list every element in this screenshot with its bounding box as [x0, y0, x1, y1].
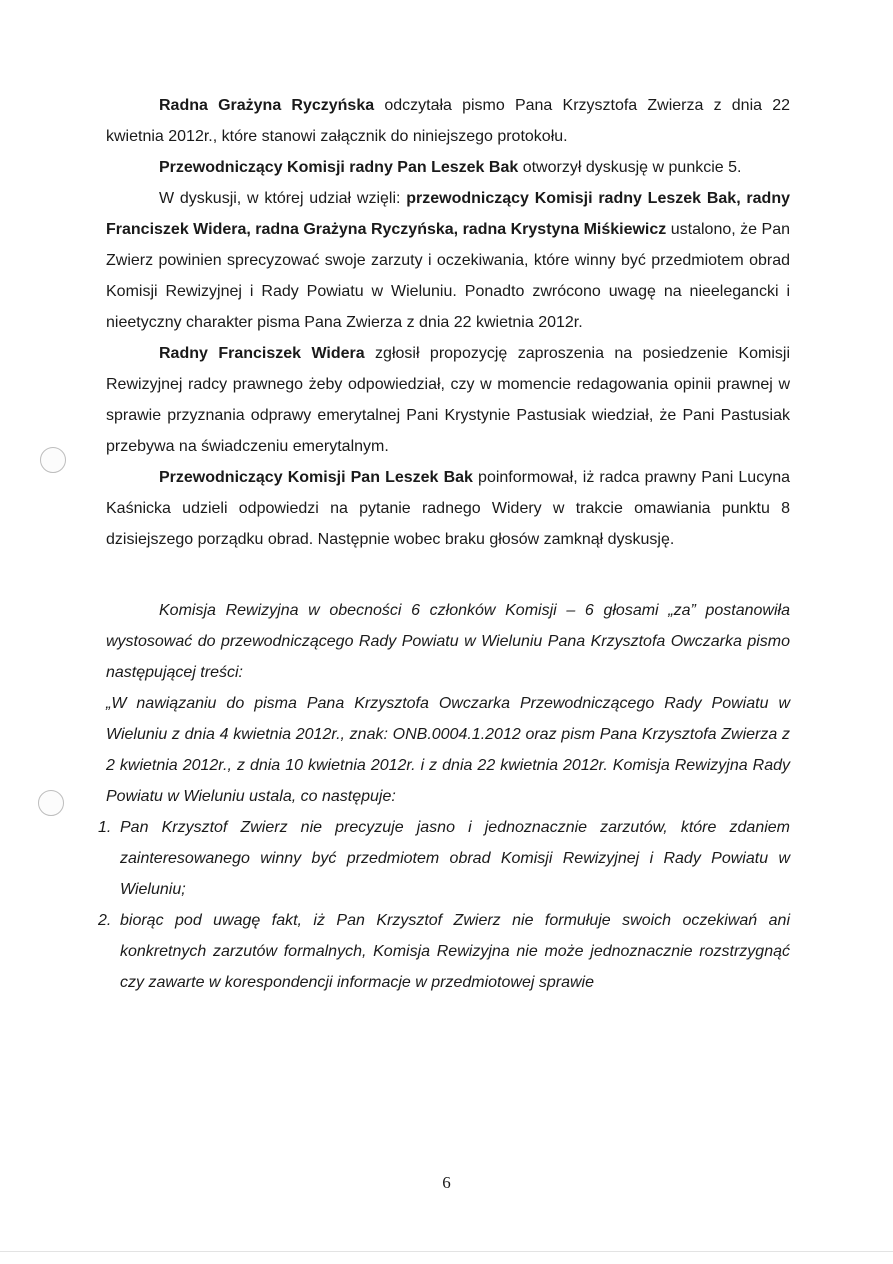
paragraph-text: otworzył dyskusję w punkcie 5. [518, 159, 742, 176]
paragraph-text: ustalono, że Pan Zwierz powinien sprecyzować swoje zarzuty i oczekiwania, które winny być przedmiotem obrad Komisji Rewizyjnej i Rady Powiatu w Wieluniu. Ponadto zwrócono uwagę na nieelegancki i nieetyczny charakter pisma Pana Zwierza z dnia 22 kwietnia 2012r. [106, 221, 790, 331]
punch-hole-icon [38, 790, 64, 816]
paragraph-discussion [106, 183, 790, 338]
resolution-list-item [98, 812, 790, 905]
punch-hole-icon [40, 447, 66, 473]
paragraph-widera-proposal [106, 338, 790, 462]
paragraph-discussion-opened [106, 152, 790, 183]
speaker-name: Przewodniczący Komisji radny Pan Leszek Bak [159, 159, 519, 176]
section-spacer [106, 555, 790, 595]
paragraph-text: odczytała pismo Pana Krzysztofa Zwierza z dnia 22 kwietnia 2012r., które stanowi załącznik do niniejszego protokołu. [106, 97, 790, 145]
speaker-name: Radny Franciszek Widera [159, 345, 365, 362]
page-body [98, 90, 790, 998]
speaker-name: Przewodniczący Komisji Pan Leszek Bak [159, 469, 473, 486]
page-bottom-edge [0, 1251, 893, 1252]
list-item-text: Pan Krzysztof Zwierz nie precyzuje jasno i jednoznacznie zarzutów, które zdaniem zainteresowanego winny być przedmiotem obrad Komisji Rewizyjnej i Rady Powiatu w Wieluniu; [120, 819, 790, 898]
list-item-text: biorąc pod uwagę fakt, iż Pan Krzysztof Zwierz nie formułuje swoich oczekiwań ani konkretnych zarzutów formalnych, Komisja Rewizyjna nie może jednoznacznie rozstrzygnąć czy zawarte w korespondencji informacje w przedmiotowej sprawie [120, 912, 790, 991]
paragraph-chair-information [106, 462, 790, 555]
paragraph-text: zgłosił propozycję zaproszenia na posiedzenie Komisji Rewizyjnej radcy prawnego żeby odpowiedział, czy w momencie redagowania opinii prawnej w sprawie przyznania odprawy emerytalnej Pani Krystynie Pastusiak wiedział, że Pani Pastusiak przebywa na świadczeniu emerytalnym. [106, 345, 790, 455]
resolution-quote: „W nawiązaniu do pisma Pana Krzysztofa Owczarka Przewodniczącego Rady Powiatu w Wieluniu z dnia 4 kwietnia 2012r., znak: ONB.0004.1.2012 oraz pism Pana Krzysztofa Zwierza z 2 kwietnia 2012r., z dnia 10 kwietnia 2012r. i z dnia 22 kwietnia 2012r. Komisja Rewizyjna Rady Powiatu w Wieluniu ustala, co następuje: [106, 695, 790, 805]
list-item-number: 1. [98, 819, 112, 836]
paragraph-text: poinformował, iż radca prawny Pani Lucyna Kaśnicka udzieli odpowiedzi na pytanie radnego Widery w trakcie omawiania punktu 8 dzisiejszego porządku obrad. Następnie wobec braku głosów zamknął dyskusję. [106, 469, 790, 548]
resolution-list-item [98, 905, 790, 998]
speaker-name: Radna Grażyna Ryczyńska [159, 97, 375, 114]
participants-names: przewodniczący Komisji radny Leszek Bak, radny Franciszek Widera, radna Grażyna Ryczyńska, radna Krystyna Miśkiewicz [106, 190, 790, 238]
list-item-number: 2. [98, 912, 112, 929]
resolution-intro: Komisja Rewizyjna w obecności 6 członków Komisji – 6 głosami „za” postanowiła wystosować do przewodniczącego Rady Powiatu w Wieluniu Pana Krzysztofa Owczarka pismo następującej treści: [106, 602, 790, 681]
paragraph-ryczynska-reading [106, 90, 790, 152]
page-number: 6 [442, 1173, 451, 1192]
paragraph-lead: W dyskusji, w której udział wzięli: [159, 190, 407, 207]
